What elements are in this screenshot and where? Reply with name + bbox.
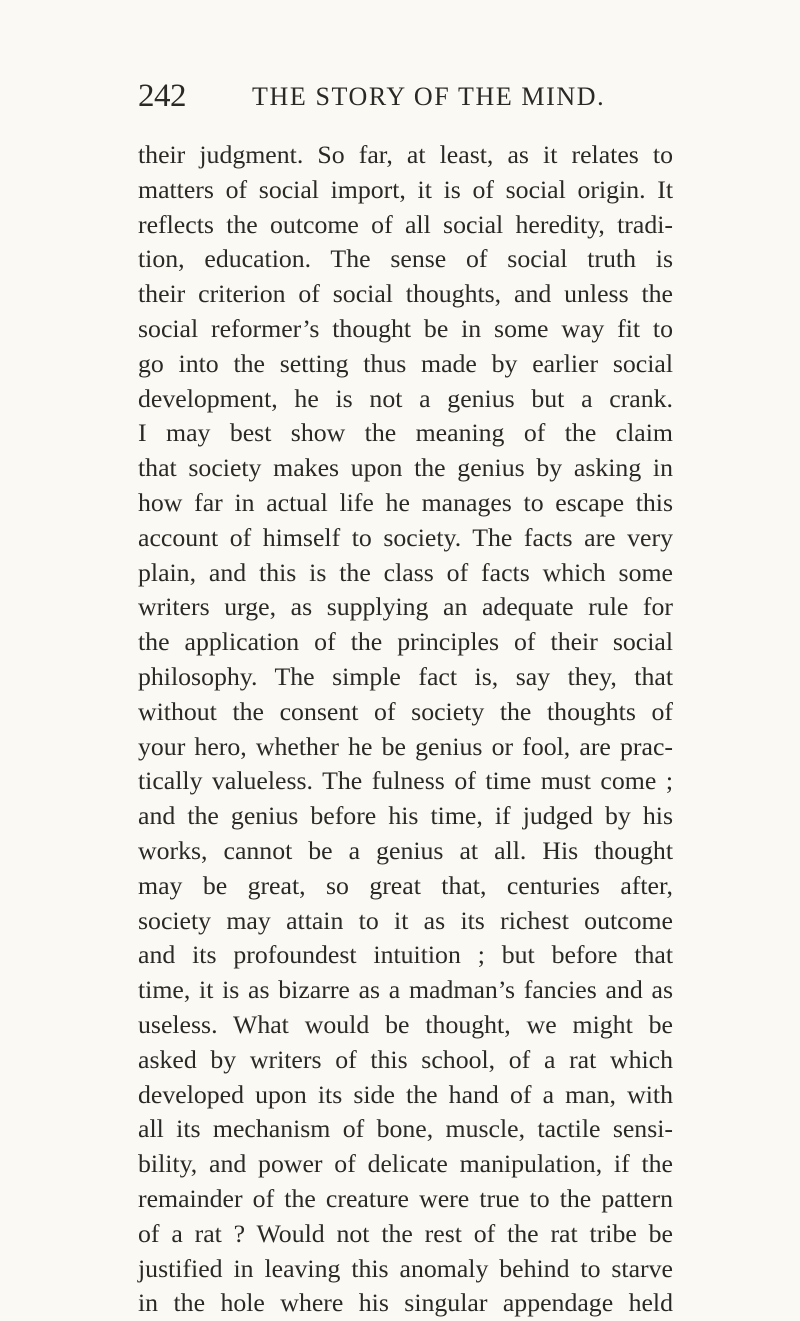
- text-line: your hero, whether he be genius or fool, are prac-: [138, 731, 673, 761]
- text-line: reflects the outcome of all social heredity, tradi-: [138, 209, 673, 239]
- text-line: that society makes upon the genius by asking in: [138, 453, 673, 483]
- text-line: remainder of the creature were true to the pattern: [138, 1183, 673, 1213]
- text-line: plain, and this is the class of facts which some: [138, 557, 673, 587]
- text-line: developed upon its side the hand of a man, with: [138, 1079, 673, 1109]
- text-line: tically valueless. The fulness of time must come ;: [138, 766, 673, 796]
- text-line: asked by writers of this school, of a rat which: [138, 1044, 673, 1074]
- text-line: useless. What would be thought, we might be: [138, 1009, 673, 1039]
- text-line: the application of the principles of their social: [138, 627, 673, 657]
- page-number: 242: [138, 78, 186, 114]
- text-line: development, he is not a genius but a crank.: [138, 383, 673, 413]
- text-line: writers urge, as supplying an adequate rule for: [138, 592, 673, 622]
- text-line: tion, education. The sense of social truth is: [138, 244, 673, 274]
- text-line: all its mechanism of bone, muscle, tactile sensi-: [138, 1114, 673, 1144]
- text-line: and the genius before his time, if judged by his: [138, 801, 673, 831]
- text-line: justified in leaving this anomaly behind to starve: [138, 1253, 673, 1283]
- text-line: society may attain to it as its richest outcome: [138, 905, 673, 935]
- text-line: philosophy. The simple fact is, say they, that: [138, 661, 673, 691]
- text-line: account of himself to society. The facts are very: [138, 522, 673, 552]
- body-text: [138, 138, 673, 1321]
- text-line: matters of social import, it is of social origin. It: [138, 174, 673, 204]
- text-line: may be great, so great that, centuries after,: [138, 870, 673, 900]
- text-line: how far in actual life he manages to escape this: [138, 487, 673, 517]
- running-head: THE STORY OF THE MIND.: [252, 82, 606, 111]
- text-line: in the hole where his singular appendage held: [138, 1288, 673, 1318]
- text-line: their criterion of social thoughts, and unless the: [138, 279, 673, 309]
- text-line: works, cannot be a genius at all. His thought: [138, 835, 673, 865]
- text-line: of a rat ? Would not the rest of the rat tribe be: [138, 1218, 673, 1248]
- page-header: [138, 78, 673, 114]
- text-line: without the consent of society the thoughts of: [138, 696, 673, 726]
- text-line: bility, and power of delicate manipulation, if the: [138, 1149, 673, 1179]
- text-line: time, it is as bizarre as a madman’s fancies and as: [138, 975, 673, 1005]
- text-line: and its profoundest intuition ; but before that: [138, 940, 673, 970]
- text-line: their judgment. So far, at least, as it relates to: [138, 140, 673, 169]
- text-line: go into the setting thus made by earlier social: [138, 348, 673, 378]
- text-line: social reformer’s thought be in some way fit to: [138, 313, 673, 343]
- text-line: I may best show the meaning of the claim: [138, 418, 673, 448]
